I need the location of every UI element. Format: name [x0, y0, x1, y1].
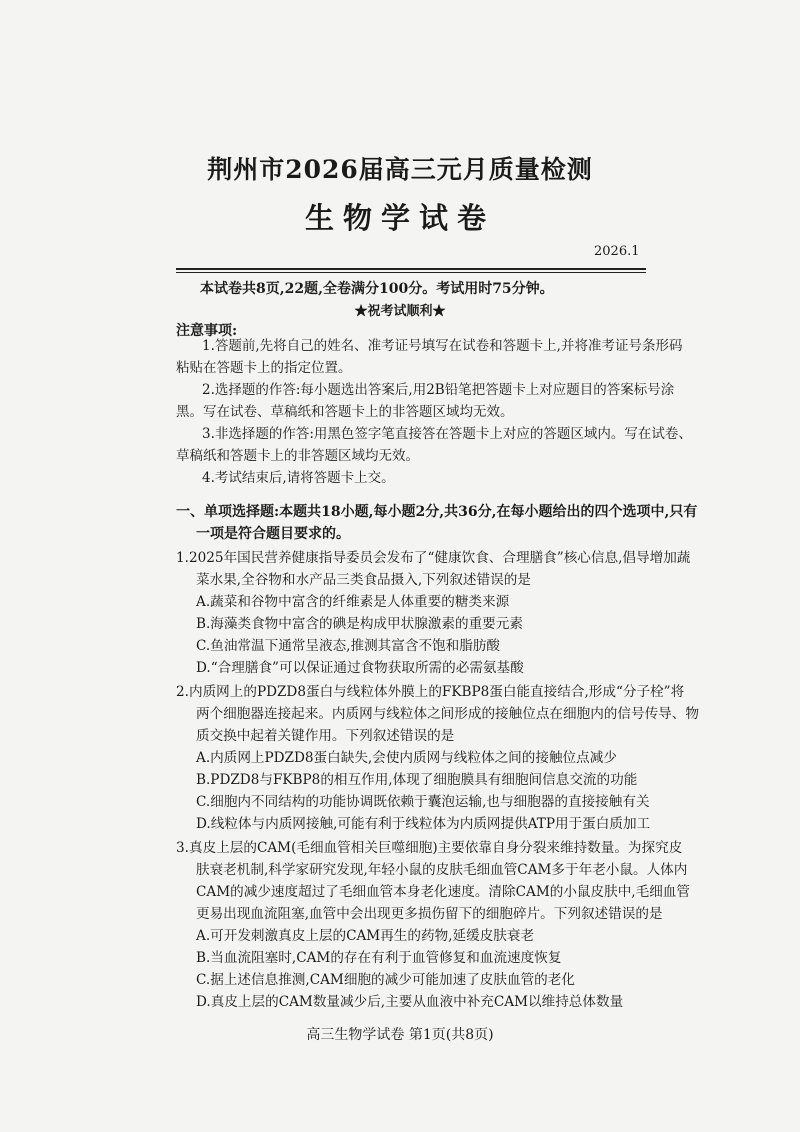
- exam-summary: 本试卷共8页,22题,全卷满分100分。考试用时75分钟。: [200, 281, 554, 297]
- header-rule-thin: [176, 272, 646, 273]
- note-line: 4.考试结束后,请将答题卡上交。: [202, 470, 395, 486]
- note-line: 3.非选择题的作答:用黑色签字笔直接答在答题卡上对应的答题区域内。写在试卷、: [202, 426, 692, 442]
- exam-date: 2026.1: [594, 244, 640, 259]
- question-3-stem: 肤衰老机制,科学家研究发现,年轻小鼠的皮肤毛细血管CAM多于年老小鼠。人体内: [196, 862, 688, 878]
- question-2-option-a: A.内质网上PDZD8蛋白缺失,会使内质网与线粒体之间的接触位点减少: [196, 750, 617, 766]
- question-1-stem: 菜水果,全谷物和水产品三类食品摄入,下列叙述错误的是: [196, 572, 531, 588]
- note-line: 1.答题前,先将自己的姓名、准考证号填写在试卷和答题卡上,并将准考证号条形码: [202, 338, 683, 354]
- note-line: 黑。写在试卷、草稿纸和答题卡上的非答题区域均无效。: [176, 404, 514, 420]
- question-2-option-d: D.线粒体与内质网接触,可能有利于线粒体为内质网提供ATP用于蛋白质加工: [196, 816, 651, 832]
- question-2-stem: 2.内质网上的PDZD8蛋白与线粒体外膜上的FKBP8蛋白能直接结合,形成“分子栓”将: [176, 684, 685, 700]
- subject-title: 生物学试卷: [304, 201, 495, 235]
- question-3-option-d: D.真皮上层的CAM数量减少后,主要从血液中补充CAM以维持总体数量: [196, 994, 624, 1010]
- section-heading: 一、单项选择题:本题共18小题,每小题2分,共36分,在每小题给出的四个选项中,只有: [176, 504, 698, 520]
- question-3-option-a: A.可开发刺激真皮上层的CAM再生的药物,延缓皮肤衰老: [196, 928, 535, 944]
- notes-heading: 注意事项:: [176, 323, 238, 339]
- question-2-stem: 两个细胞器连接起来。内质网与线粒体之间形成的接触位点在细胞内的信号传导、物: [196, 706, 699, 722]
- question-1-option-c: C.鱼油常温下通常呈液态,推测其富含不饱和脂肪酸: [196, 638, 501, 654]
- question-3-option-b: B.当血流阻塞时,CAM的存在有利于血管修复和血流速度恢复: [196, 950, 562, 966]
- header-rule-thick: [176, 268, 646, 270]
- question-1-option-b: B.海藻类食物中富含的碘是构成甲状腺激素的重要元素: [196, 616, 523, 632]
- note-line: 2.选择题的作答:每小题选出答案后,用2B铅笔把答题卡上对应题目的答案标号涂: [202, 382, 675, 398]
- exam-title: 荆州市2026届高三元月质量检测: [207, 155, 593, 184]
- question-1-stem: 1.2025年国民营养健康指导委员会发布了“健康饮食、合理膳食”核心信息,倡导增加蔬: [176, 550, 691, 566]
- section-heading-cont: 一项是符合题目要求的。: [196, 526, 350, 542]
- question-1-option-a: A.蔬菜和谷物中富含的纤维素是人体重要的糖类来源: [196, 594, 510, 610]
- question-1-option-d: D.“合理膳食”可以保证通过食物获取所需的必需氨基酸: [196, 660, 524, 676]
- page-footer: 高三生物学试卷 第1页(共8页): [306, 1027, 494, 1043]
- question-3-stem: 更易出现血流阻塞,血管中会出现更多损伤留下的细胞碎片。下列叙述错误的是: [196, 906, 663, 922]
- question-2-stem: 质交换中起着关键作用。下列叙述错误的是: [196, 728, 455, 744]
- question-2-option-c: C.细胞内不同结构的功能协调既依赖于囊泡运输,也与细胞器的直接接触有关: [196, 794, 650, 810]
- question-3-option-c: C.据上述信息推测,CAM细胞的减少可能加速了皮肤血管的老化: [196, 972, 575, 988]
- note-line: 草稿纸和答题卡上的非答题区域均无效。: [176, 448, 419, 464]
- question-3-stem: 3.真皮上层的CAM(毛细血管相关巨噬细胞)主要依靠自身分裂来维持数量。为探究皮: [176, 840, 683, 856]
- question-3-stem: CAM的减少速度超过了毛细血管本身老化速度。清除CAM的小鼠皮肤中,毛细血管: [196, 884, 690, 900]
- note-line: 粘贴在答题卡上的指定位置。: [176, 360, 352, 376]
- question-2-option-b: B.PDZD8与FKBP8的相互作用,体现了细胞膜具有细胞间信息交流的功能: [196, 772, 638, 788]
- good-luck-line: ★祝考试顺利★: [354, 304, 446, 319]
